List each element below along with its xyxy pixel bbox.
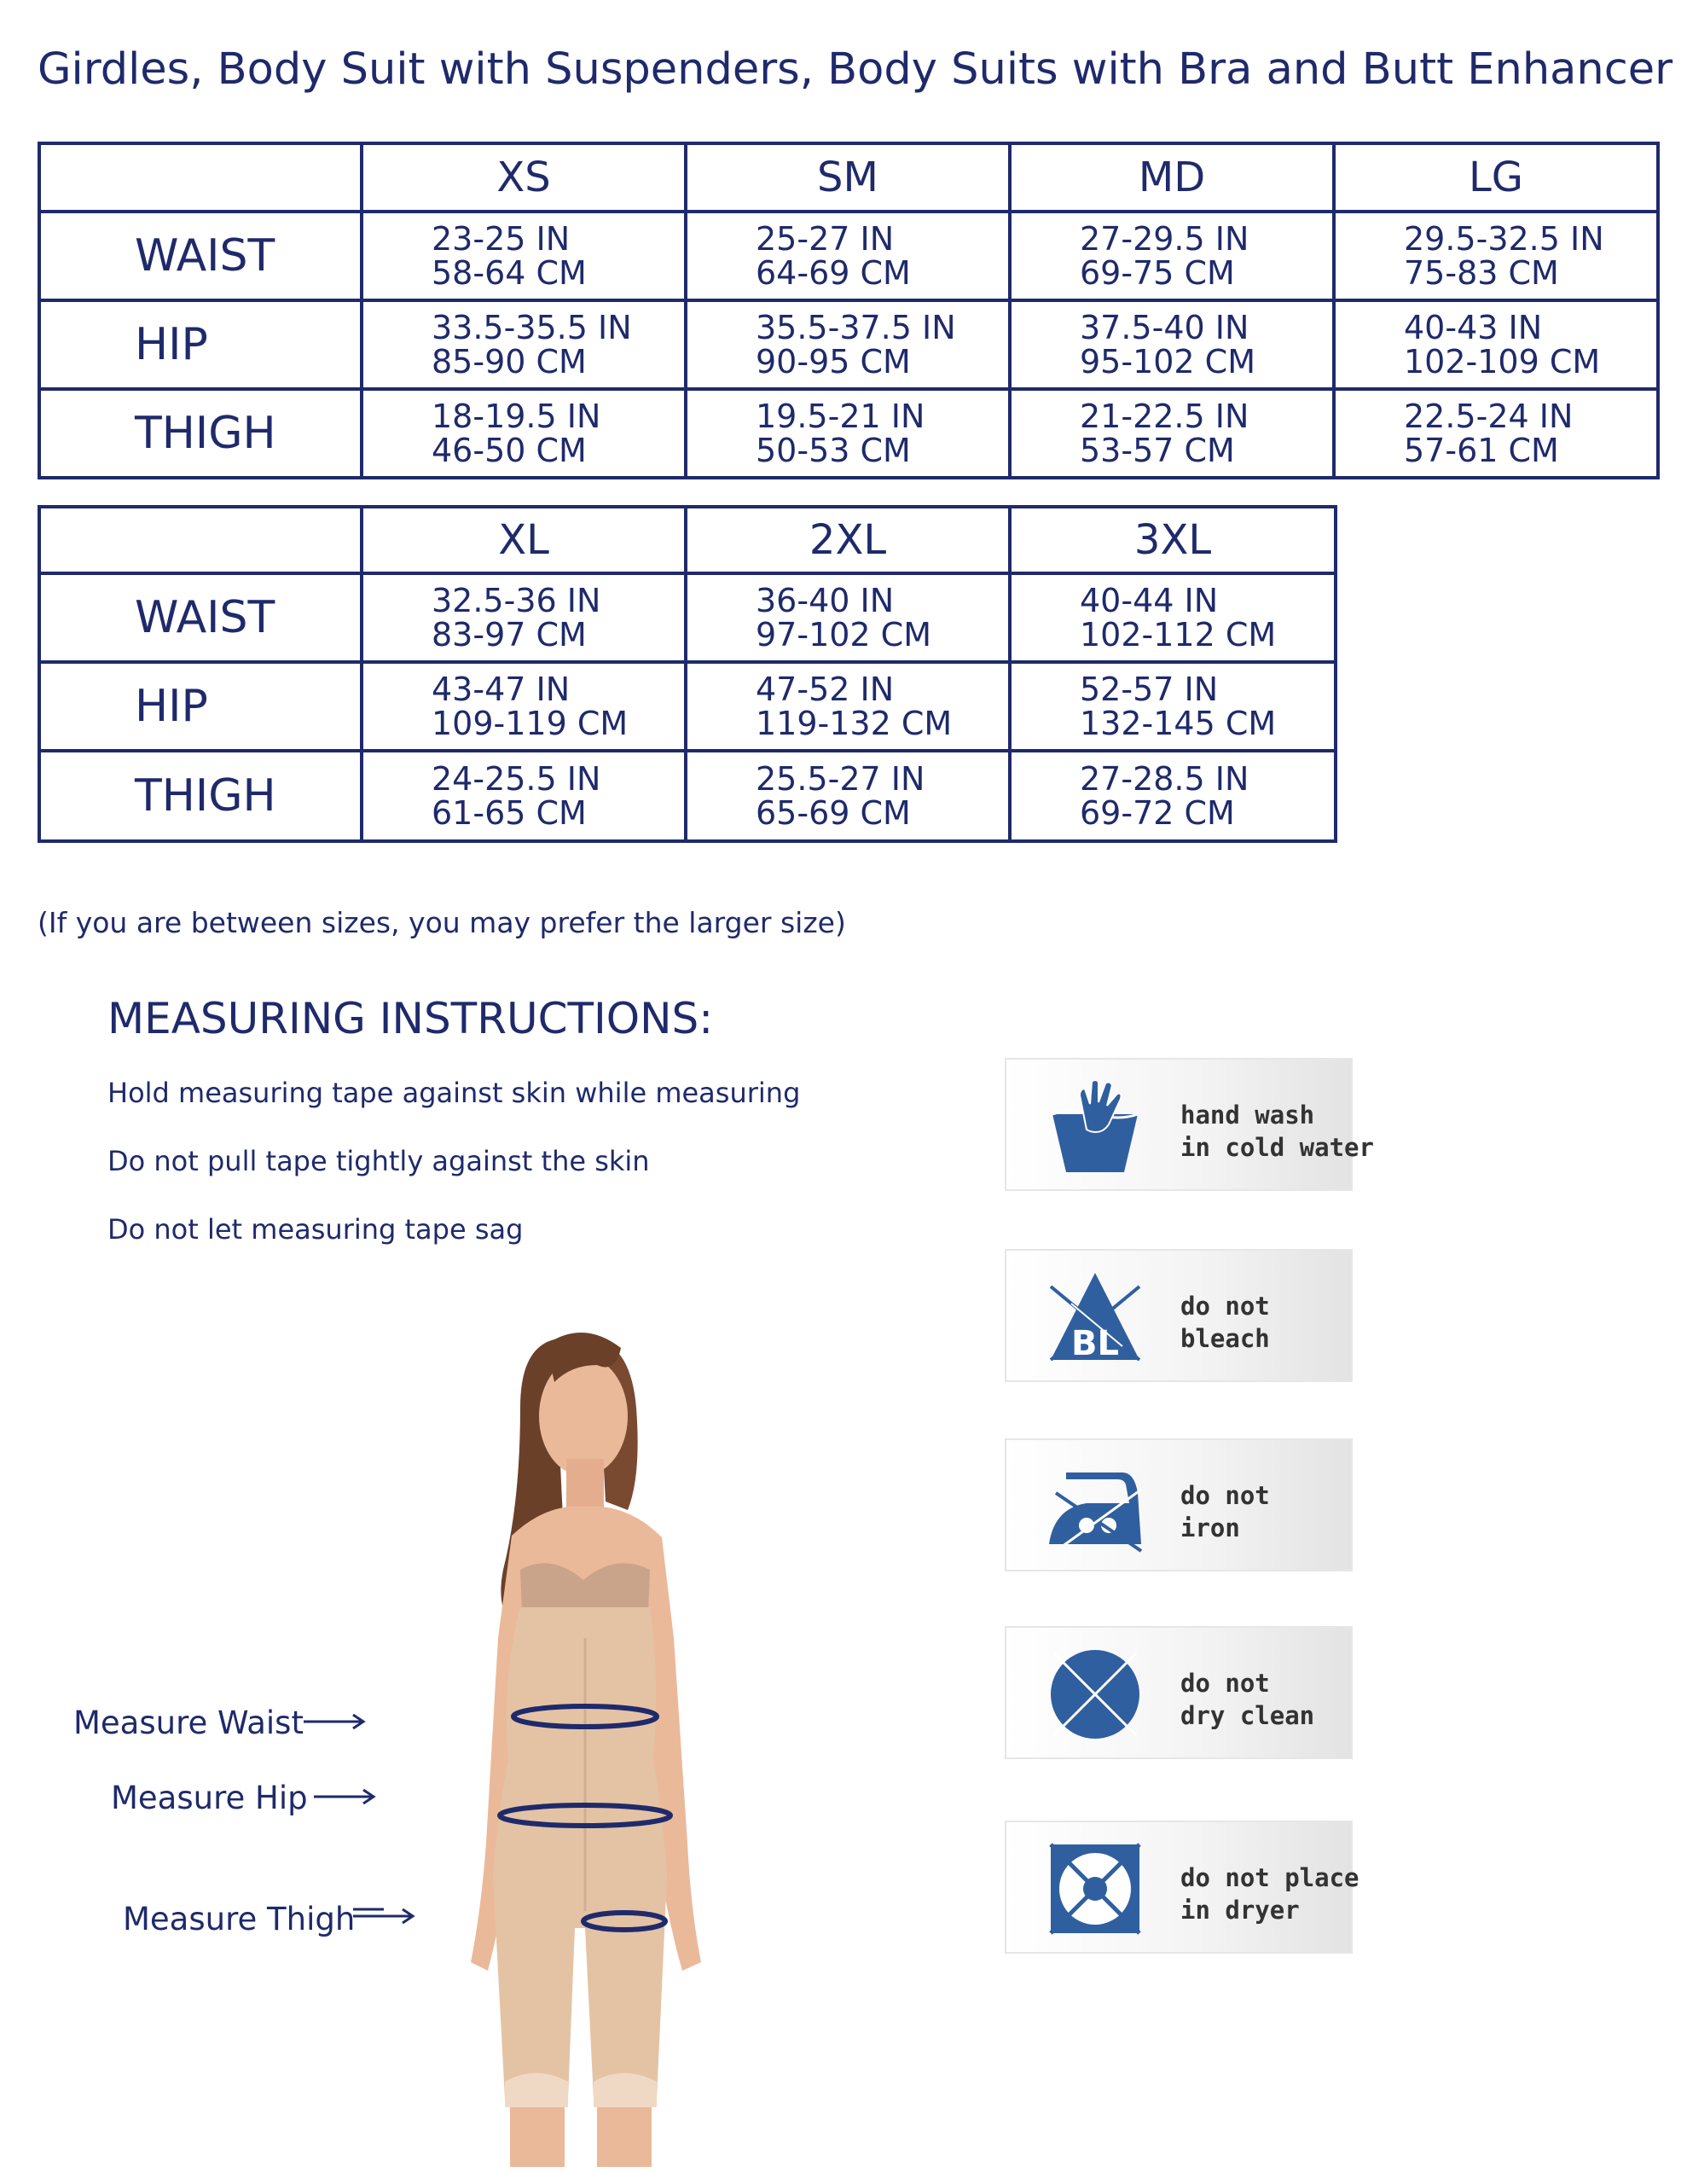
table-cell: 25-27 IN 64-69 CM — [686, 212, 1010, 300]
empty-header-cell — [39, 143, 362, 212]
empty-header-cell — [39, 507, 362, 573]
row-label: THIGH — [39, 389, 362, 478]
table-row — [39, 389, 1658, 478]
table-cell: 47-52 IN 119-132 CM — [686, 662, 1010, 751]
care-card-no-dry-clean — [1005, 1626, 1353, 1759]
table-cell: 27-29.5 IN 69-75 CM — [1010, 212, 1334, 300]
table-header-row — [39, 507, 1336, 573]
no-dry-clean-icon — [1046, 1647, 1145, 1742]
table-cell: 36-40 IN 97-102 CM — [686, 573, 1010, 662]
no-iron-icon — [1046, 1459, 1145, 1554]
instruction-item: Do not pull tape tightly against the skin — [107, 1145, 650, 1177]
hand-wash-icon — [1046, 1078, 1145, 1174]
care-card-no-dryer — [1005, 1821, 1359, 1954]
table-cell: 33.5-35.5 IN 85-90 CM — [362, 300, 686, 389]
table-cell: 40-44 IN 102-112 CM — [1010, 573, 1336, 662]
care-card-no-iron — [1005, 1438, 1353, 1571]
table-cell: 23-25 IN 58-64 CM — [362, 212, 686, 300]
table-header-row — [39, 143, 1658, 212]
size-table-1 — [38, 142, 1660, 479]
table-cell: 19.5-21 IN 50-53 CM — [686, 389, 1010, 478]
care-label: do not dry clean — [1180, 1669, 1315, 1730]
size-note: (If you are between sizes, you may prefer the larger size) — [38, 906, 846, 939]
table-cell: 25.5-27 IN 65-69 CM — [686, 751, 1010, 841]
measure-hip-label: Measure Hip — [111, 1780, 308, 1816]
row-label: THIGH — [39, 751, 362, 841]
care-card-no-bleach — [1005, 1249, 1353, 1382]
size-header: MD — [1010, 143, 1334, 212]
table-row — [39, 751, 1336, 841]
care-label: do not bleach — [1180, 1292, 1270, 1353]
table-row — [39, 212, 1658, 300]
table-cell: 40-43 IN 102-109 CM — [1334, 300, 1658, 389]
size-header: XL — [362, 507, 686, 573]
row-label: HIP — [39, 300, 362, 389]
svg-text:BL: BL — [1071, 1324, 1119, 1363]
size-header: SM — [686, 143, 1010, 212]
page-title: Girdles, Body Suit with Suspenders, Body Suits with Bra and Butt Enhancer — [38, 44, 1673, 95]
table-cell: 32.5-36 IN 83-97 CM — [362, 573, 686, 662]
instructions-title: MEASURING INSTRUCTIONS: — [107, 994, 714, 1043]
table-cell: 52-57 IN 132-145 CM — [1010, 662, 1336, 751]
row-label: WAIST — [39, 212, 362, 300]
table-cell: 29.5-32.5 IN 75-83 CM — [1334, 212, 1658, 300]
arrow-right-icon — [314, 1790, 374, 1804]
arrow-right-icon — [304, 1715, 363, 1728]
table-cell: 22.5-24 IN 57-61 CM — [1334, 389, 1658, 478]
size-header: XS — [362, 143, 686, 212]
measure-thigh-label: Measure Thigh — [123, 1901, 356, 1937]
care-label: hand wash in cold water — [1180, 1101, 1374, 1162]
instruction-item: Hold measuring tape against skin while measuring — [107, 1077, 801, 1109]
table-cell: 43-47 IN 109-119 CM — [362, 662, 686, 751]
table-row — [39, 662, 1336, 751]
table-row — [39, 300, 1658, 389]
table-row — [39, 573, 1336, 662]
model-figure — [392, 1314, 768, 2167]
table-cell: 18-19.5 IN 46-50 CM — [362, 389, 686, 478]
table-cell: 35.5-37.5 IN 90-95 CM — [686, 300, 1010, 389]
no-bleach-icon — [1046, 1269, 1145, 1365]
no-dryer-icon — [1046, 1841, 1145, 1937]
table-cell: 21-22.5 IN 53-57 CM — [1010, 389, 1334, 478]
size-header: 3XL — [1010, 507, 1336, 573]
table-cell: 24-25.5 IN 61-65 CM — [362, 751, 686, 841]
care-label: do not iron — [1180, 1481, 1270, 1542]
measure-waist-label: Measure Waist — [73, 1705, 304, 1741]
care-card-hand-wash — [1005, 1058, 1374, 1191]
care-label: do not place in dryer — [1180, 1863, 1359, 1925]
table-cell: 27-28.5 IN 69-72 CM — [1010, 751, 1336, 841]
instruction-item: Do not let measuring tape sag — [107, 1213, 524, 1246]
row-label: WAIST — [39, 573, 362, 662]
size-table-2 — [38, 505, 1337, 843]
table-cell: 37.5-40 IN 95-102 CM — [1010, 300, 1334, 389]
size-header: 2XL — [686, 507, 1010, 573]
size-header: LG — [1334, 143, 1658, 212]
row-label: HIP — [39, 662, 362, 751]
